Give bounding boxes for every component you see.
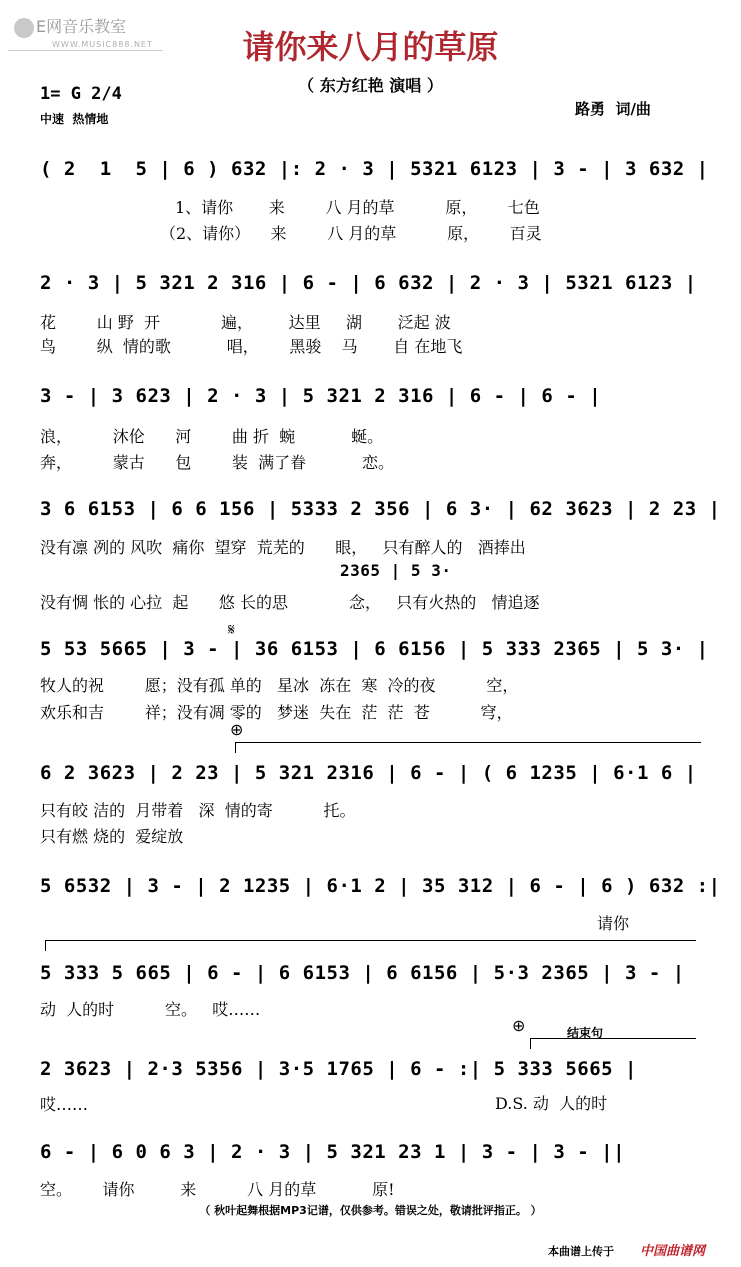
watermark-site: E网音乐教室 — [14, 14, 126, 38]
ending-label: 结束句 — [567, 1026, 604, 1040]
score-line-6-lyric-2: 只有燃 烧的 爱绽放 — [40, 827, 184, 846]
score-line-8-lyric-1: 动 人的时 空。 哎…… — [40, 1000, 261, 1019]
score-line-1-lyric-1: 1、请你 来 八 月的草 原， 七色 — [175, 198, 540, 217]
volta-bracket-2 — [45, 940, 696, 951]
score-line-4-notes: 3 6 6153 | 6 6 156 | 5333 2 356 | 6 3· | 62 3623 | 2 23 | — [40, 498, 721, 520]
segno-sign: 𝄋 — [228, 620, 235, 639]
coda-sign: ⊕ — [230, 720, 244, 739]
score-line-7-lyric-1: 请你 — [597, 914, 630, 933]
watermark-url: WWW.MUSIC888.NET — [52, 40, 153, 49]
transcription-note: （ 秋叶起舞根据MP3记谱，仅供参考。错误之处，敬请批评指正。 ） — [199, 1204, 542, 1217]
score-line-6-lyric-1: 只有皎 洁的 月带着 深 情的寄 托。 — [40, 801, 356, 820]
score-line-3-notes: 3 - | 3 623 | 2 · 3 | 5 321 2 316 | 6 - | 6 - | — [40, 385, 602, 407]
key-signature: 1= G 2/4 — [40, 84, 122, 104]
performer-line: （ 东方红艳 演唱 ） — [298, 76, 443, 95]
score-line-9-notes: 2 3623 | 2·3 5356 | 3·5 1765 | 6 - :| 5 333 5665 | — [40, 1058, 637, 1080]
score-line-4b-notes: 2365 | 5 3· — [340, 561, 452, 580]
score-line-1-lyric-2: （2、请你） 来 八 月的草 原， 百灵 — [160, 224, 542, 243]
score-line-5-notes: 5 53 5665 | 3 - | 36 6153 | 6 6156 | 5 333 2365 | 5 3· | — [40, 638, 709, 660]
score-line-4-lyric-1: 没有凛 冽的 风吹 痛你 望穿 荒芜的 眼， 只有醉人的 酒捧出 — [40, 538, 526, 557]
score-line-8-notes: 5 333 5 665 | 6 - | 6 6153 | 6 6156 | 5·3 2365 | 3 - | — [40, 962, 685, 984]
score-line-5-lyric-2: 欢乐和吉 祥；没有凋 零的 梦迷 失在 茫 茫 苍 穹， — [40, 703, 513, 722]
page-title: 请你来八月的草原 — [242, 28, 499, 66]
score-line-9-lyric-1: 哎…… — [40, 1095, 89, 1114]
score-line-7-notes: 5 6532 | 3 - | 2 1235 | 6·1 2 | 35 312 | 6 - | 6 ) 632 :| — [40, 875, 721, 897]
score-line-10-lyric-1: 空。 请你 来 八 月的草 原! — [40, 1180, 395, 1199]
score-line-2-lyric-2: 鸟 纵 情的歌 唱， 黑骏 马 自 在地飞 — [40, 337, 463, 356]
upload-credit: 本曲谱上传于 — [548, 1245, 614, 1258]
score-line-6-notes: 6 2 3623 | 2 23 | 5 321 2316 | 6 - | ( 6 1235 | 6·1 6 | — [40, 762, 697, 784]
coda-sign-2: ⊕ — [512, 1016, 526, 1035]
tempo-marking: 中速 热情地 — [40, 112, 109, 126]
score-line-3-lyric-2: 奔， 蒙古 包 装 满了眷 恋。 — [40, 453, 395, 472]
volta-bracket-1 — [235, 742, 701, 753]
score-line-5-lyric-1: 牧人的祝 愿；没有孤 单的 星冰 冻在 寒 冷的夜 空， — [40, 676, 519, 695]
score-line-4b-lyric-1: 没有惆 怅的 心拉 起 悠 长的思 念， 只有火热的 情追逐 — [40, 593, 540, 612]
score-line-10-notes: 6 - | 6 0 6 3 | 2 · 3 | 5 321 23 1 | 3 - | 3 - || — [40, 1141, 626, 1163]
source-site-logo: 中国曲谱网 — [640, 1244, 706, 1259]
score-line-3-lyric-1: 浪， 沐伦 河 曲 折 蜿 蜒。 — [40, 427, 384, 446]
score-line-9-ds-lyric: D.S. 动 人的时 — [495, 1094, 608, 1113]
score-line-1-notes: ( 2 1 5 | 6 ) 632 |: 2 · 3 | 5321 6123 | 3 - | 3 632 | — [40, 158, 709, 180]
score-line-2-notes: 2 · 3 | 5 321 2 316 | 6 - | 6 632 | 2 · 3 | 5321 6123 | — [40, 272, 697, 294]
score-line-2-lyric-1: 花 山 野 开 遍， 达里 湖 泛起 波 — [40, 313, 451, 332]
ending-bracket — [530, 1038, 696, 1049]
author-credit: 路勇 词/曲 — [575, 100, 651, 118]
